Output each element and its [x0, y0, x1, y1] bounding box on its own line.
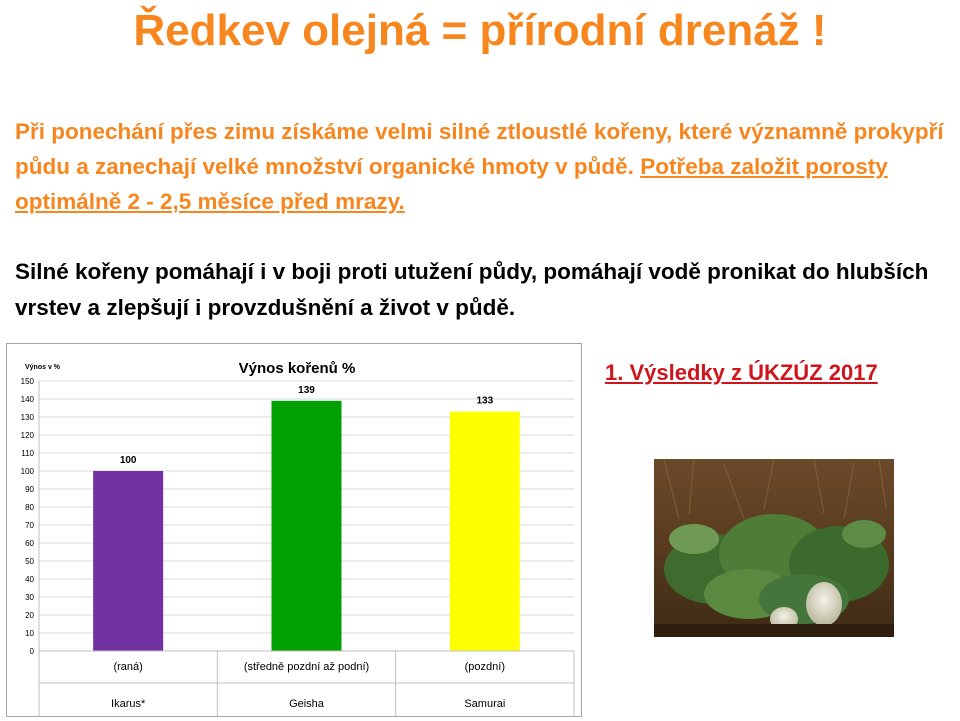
- bar: [450, 412, 520, 651]
- roots-paragraph: Silné kořeny pomáhají i v boji proti utužení půdy, pomáhají vodě pronikat do hlubších vrstev a zlepšují i provzdušnění a život v půdě.: [15, 259, 929, 320]
- y-tick-label: 140: [20, 395, 34, 404]
- y-tick-label: 60: [25, 539, 34, 548]
- chart-svg: [7, 344, 581, 716]
- y-ticks: [21, 377, 35, 656]
- x-subcategory-label: (středně pozdní až podní): [243, 661, 370, 673]
- x-category-label: Geisha: [289, 698, 324, 710]
- y-tick-label: 30: [25, 593, 34, 602]
- x-category-label: Ikarus*: [111, 698, 146, 710]
- radish-plant-photo: [654, 459, 894, 637]
- y-tick-label: 130: [20, 413, 34, 422]
- x-category-label: Samurai: [464, 698, 506, 710]
- bar: [272, 401, 342, 651]
- y-tick-label: 20: [25, 611, 34, 620]
- y-tick-label: 100: [20, 467, 34, 476]
- y-tick-label: 40: [25, 575, 34, 584]
- intro-text: Při ponechání přes zimu získáme velmi silné ztloustlé kořeny, které významně prokypří půdu a zanechají velké množství organické hmoty v půdě.: [15, 119, 944, 179]
- data-label: 139: [298, 384, 315, 396]
- bar: [93, 471, 163, 651]
- x-axis-table: [39, 651, 574, 716]
- data-label: 100: [119, 455, 137, 466]
- yield-chart: [6, 343, 582, 717]
- y-tick-label: 70: [25, 521, 34, 530]
- intro-paragraph: [15, 114, 950, 219]
- y-tick-label: 110: [21, 449, 34, 458]
- slide-title: Ředkev olejná = přírodní drenáž !: [133, 6, 827, 55]
- y-tick-label: 120: [20, 431, 34, 440]
- intro-underlined-text: Potřeba založit porosty optimálně 2 - 2,5 měsíce před mrazy.: [15, 154, 888, 214]
- y-tick-label: 0: [29, 647, 34, 656]
- data-label: 133: [476, 395, 494, 407]
- y-tick-label: 80: [25, 503, 34, 512]
- x-subcategory-label: (raná): [113, 661, 143, 673]
- results-link[interactable]: 1. Výsledky z ÚKZÚZ 2017: [605, 360, 878, 385]
- y-tick-label: 90: [25, 485, 34, 494]
- y-tick-label: 50: [25, 557, 34, 566]
- y-tick-label: 150: [20, 377, 34, 386]
- x-subcategory-label: (pozdní): [464, 661, 506, 673]
- y-axis-label: Výnos v %: [25, 364, 61, 371]
- chart-title: Výnos kořenů %: [238, 360, 356, 377]
- y-tick-label: 10: [25, 629, 34, 638]
- bars: [93, 401, 520, 651]
